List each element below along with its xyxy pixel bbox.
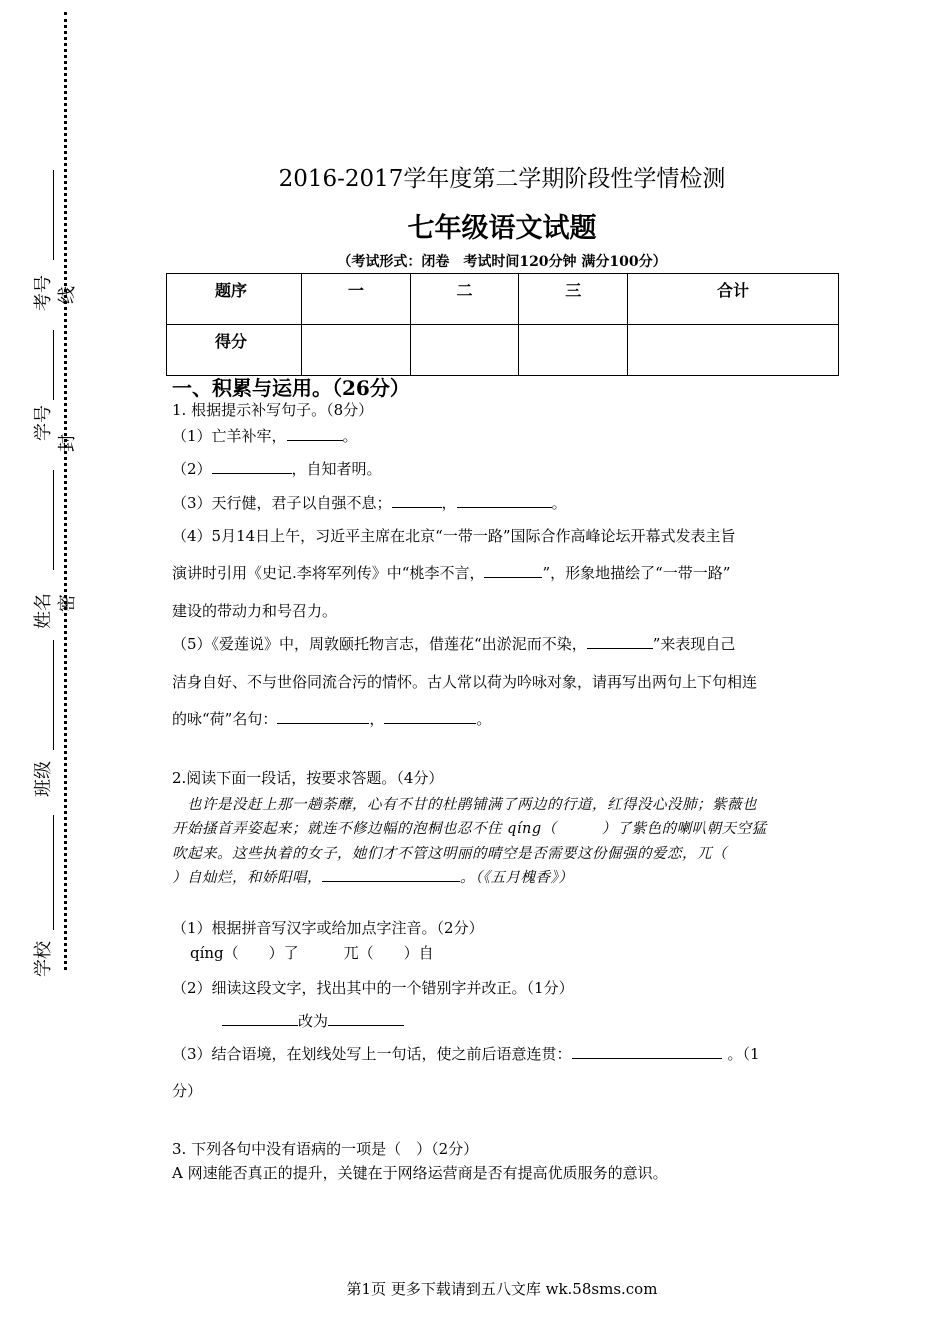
- q2-sub-2: （2）细读这段文字，找出其中的一个错别字并改正。（1分）: [172, 979, 574, 997]
- exam-subtitle: 七年级语文试题: [407, 213, 597, 244]
- score-table: [166, 273, 839, 376]
- score-table-header-row: [167, 274, 839, 325]
- q2-correct-char-blank[interactable]: [328, 1011, 404, 1026]
- feng-mark: 封: [57, 434, 78, 452]
- q1-i3-text-c: 。: [551, 494, 567, 512]
- header-cell-tixu: 题序: [167, 274, 302, 325]
- q1-i3-blank-2[interactable]: [457, 493, 552, 508]
- q1-i4-text-a: 演讲时引用《史记.李将军列传》中“桃李不言，: [172, 564, 485, 582]
- q1-i2-blank[interactable]: [212, 459, 292, 474]
- q2-passage-line-3: 吹起来。这些执着的女子，她们才不管这明丽的晴空是否需要这份倔强的爱恋，兀（: [172, 846, 727, 862]
- banji-blank-line: [53, 640, 54, 750]
- q1-item-2: [172, 458, 382, 479]
- xuehao-blank-line: [53, 330, 54, 400]
- score-cell-total[interactable]: [628, 325, 839, 376]
- score-cell-3[interactable]: [519, 325, 628, 376]
- header-cell-3: 三: [519, 274, 628, 325]
- q1-i2-text-a: （2）: [172, 460, 212, 478]
- q1-i5-text-a: （5）《爱莲说》中，周敦颐托物言志，借莲花“出淤泥而不染，: [172, 635, 587, 653]
- xuehao-label: 学号: [33, 405, 54, 441]
- q2-s3-text-a: （3）结合语境，在划线处写上一句话，使之前后语意连贯：: [172, 1045, 572, 1063]
- page-footer: 第1页 更多下载请到五八文库 wk.58sms.com: [346, 1280, 658, 1298]
- mi-mark: 密: [57, 594, 78, 612]
- q1-item-3: [172, 492, 567, 513]
- section-1-title: 一、积累与运用。（26分）: [172, 376, 410, 400]
- q1-i5-line-2: 洁身自好、不与世俗同流合污的情怀。古人常以荷为吟咏对象，请再写出两句上下句相连: [172, 673, 758, 691]
- xuexiao-blank-line: [53, 815, 54, 930]
- q1-i1-text-b: 。: [342, 427, 358, 445]
- q1-i5-text-c: 的咏“荷”名句：: [172, 710, 278, 728]
- header-cell-1: 一: [302, 274, 411, 325]
- xian-mark: 线: [57, 286, 78, 304]
- q1-i5-line-1: [172, 633, 735, 654]
- kaohao-label: 考号: [33, 275, 54, 311]
- q1-i3-text-a: （3）天行健，君子以自强不息；: [172, 494, 392, 512]
- q2-sub-2-answer: [222, 1010, 404, 1031]
- score-cell-2[interactable]: [410, 325, 519, 376]
- header-cell-2: 二: [410, 274, 519, 325]
- q1-i5-line-3: [172, 708, 491, 729]
- q2-passage-line-1: 也许是没赶上那一趟荼蘼，心有不甘的杜鹃铺满了两边的行道，红得没心没肺；紫薇也: [172, 797, 757, 813]
- q3-title: 3. 下列各句中没有语病的一项是（ ）（2分）: [172, 1140, 479, 1158]
- q2-sub-3: [172, 1043, 760, 1064]
- exam-title: 2016-2017学年度第二学期阶段性学情检测: [278, 166, 726, 192]
- q1-i5-text-d: ，: [369, 710, 385, 728]
- xuexiao-label: 学校: [33, 941, 54, 977]
- q2-p4-text-b: 。（《五月槐香》）: [460, 870, 574, 886]
- score-cell-1[interactable]: [302, 325, 411, 376]
- binding-dotted-line: [64, 12, 67, 970]
- q1-i4-text-b: ”，形象地描绘了“一带一路”: [542, 564, 731, 582]
- q1-i1-text-a: （1）亡羊补牢，: [172, 427, 287, 445]
- q2-sub-1-answer: qíng（ ）了 兀（ ）自: [190, 944, 434, 962]
- q1-i5-blank-1[interactable]: [587, 634, 653, 649]
- q1-title: 1. 根据提示补写句子。（8分）: [172, 401, 374, 419]
- q1-i5-blank-3[interactable]: [384, 709, 476, 724]
- q2-passage-line-2: 开始搔首弄姿起来；就连不修边幅的泡桐也忍不住 qíng（ ）了紫色的喇叭朝天空猛: [172, 821, 767, 837]
- exam-info: （考试形式：闭卷 考试时间120分钟 满分100分）: [337, 254, 667, 270]
- q1-i5-blank-2[interactable]: [277, 709, 369, 724]
- q2-change-to-label: 改为: [298, 1012, 329, 1030]
- q2-wrong-char-blank[interactable]: [222, 1011, 298, 1026]
- q2-passage-blank[interactable]: [322, 867, 460, 882]
- q1-item-1: [172, 425, 358, 446]
- q2-sub-3-cont: 分）: [172, 1082, 203, 1100]
- q1-i4-blank[interactable]: [484, 563, 542, 578]
- q3-option-a: A 网速能否真正的提升，关键在于网络运营商是否有提高优质服务的意识。: [172, 1164, 668, 1182]
- q1-i2-text-b: ，自知者明。: [291, 460, 382, 478]
- q1-i4-line-2: [172, 562, 730, 583]
- q1-i3-text-b: ，: [441, 494, 457, 512]
- q1-i1-blank[interactable]: [287, 426, 343, 441]
- score-row-label: 得分: [167, 325, 302, 376]
- q2-p4-text-a: ）自灿烂，和娇阳唱，: [172, 870, 322, 886]
- q1-i5-text-b: ”来表现自己: [652, 635, 736, 653]
- q1-i4-line-3: 建设的带动力和号召力。: [172, 602, 338, 620]
- xingming-blank-line: [53, 470, 54, 570]
- xingming-label: 姓名: [33, 593, 54, 629]
- header-cell-total: 合计: [628, 274, 839, 325]
- q2-s3-text-b: 。（1: [727, 1045, 760, 1063]
- q2-s3-blank[interactable]: [572, 1044, 722, 1059]
- q1-i4-line-1: （4）5月14日上午，习近平主席在北京“一带一路”国际合作高峰论坛开幕式发表主旨: [172, 527, 736, 545]
- q1-i5-text-e: 。: [476, 710, 492, 728]
- q2-title: 2.阅读下面一段话，按要求答题。（4分）: [172, 769, 444, 787]
- score-table-score-row: [167, 325, 839, 376]
- q2-passage-line-4: [172, 866, 573, 887]
- q2-sub-1: （1）根据拼音写汉字或给加点字注音。（2分）: [172, 919, 484, 937]
- banji-label: 班级: [33, 761, 54, 797]
- q1-i3-blank-1[interactable]: [392, 493, 442, 508]
